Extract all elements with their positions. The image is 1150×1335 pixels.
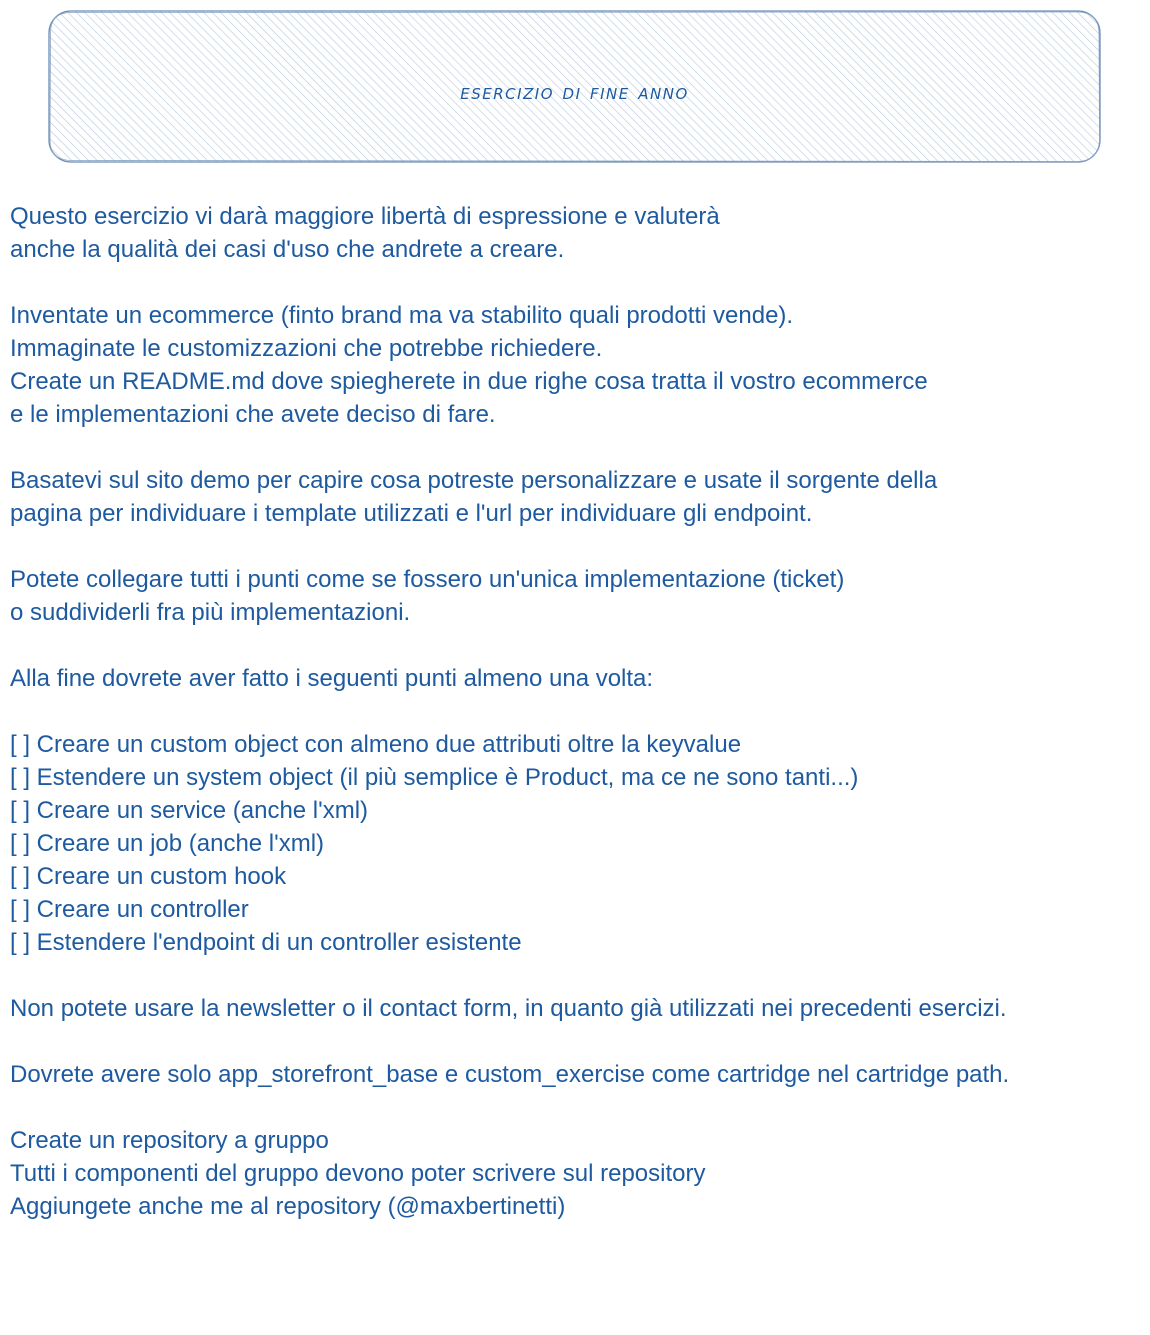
restriction-note: Non potete usare la newsletter o il contact form, in quanto già utilizzati nei precedenti esercizi. — [10, 995, 1007, 1022]
setup-line-2: Immaginate le customizzazioni che potrebbe richiedere. — [10, 335, 603, 362]
linking-line-2: o suddividerli fra più implementazioni. — [10, 599, 411, 626]
intro-line-1: Questo esercizio vi darà maggiore libertà di espressione e valuterà — [10, 203, 720, 230]
repo-line-3: Aggiungete anche me al repository (@maxbertinetti) — [10, 1193, 566, 1220]
checklist-item: [ ] Creare un controller — [10, 896, 249, 923]
checklist-intro: Alla fine dovrete aver fatto i seguenti punti almeno una volta: — [10, 665, 654, 692]
demo-line-1: Basatevi sul sito demo per capire cosa potreste personalizzare e usate il sorgente della — [10, 467, 938, 494]
repo-line-1: Create un repository a gruppo — [10, 1127, 329, 1154]
checklist-item: [ ] Creare un service (anche l'xml) — [10, 797, 369, 824]
checklist-item: [ ] Estendere un system object (il più semplice è Product, ma ce ne sono tanti...) — [10, 764, 859, 791]
title-box — [48, 10, 1101, 163]
checklist-item: [ ] Creare un custom hook — [10, 863, 287, 890]
demo-line-2: pagina per individuare i template utilizzati e l'url per individuare gli endpoint. — [10, 500, 813, 527]
setup-line-1: Inventate un ecommerce (finto brand ma va stabilito quali prodotti vende). — [10, 302, 794, 329]
intro-line-2: anche la qualità dei casi d'uso che andrete a creare. — [10, 236, 565, 263]
checklist-item: [ ] Creare un job (anche l'xml) — [10, 830, 325, 857]
exercise-description — [10, 200, 1150, 1223]
repo-line-2: Tutti i componenti del gruppo devono poter scrivere sul repository — [10, 1160, 706, 1187]
setup-line-3: Create un README.md dove spiegherete in due righe cosa tratta il vostro ecommerce — [10, 368, 928, 395]
linking-line-1: Potete collegare tutti i punti come se fossero un'unica implementazione (ticket) — [10, 566, 845, 593]
setup-line-4: e le implementazioni che avete deciso di fare. — [10, 401, 496, 428]
checklist-item: [ ] Creare un custom object con almeno due attributi oltre la keyvalue — [10, 731, 742, 758]
page-title: esercizio di fine anno — [460, 80, 689, 105]
cartridge-note: Dovrete avere solo app_storefront_base e custom_exercise come cartridge nel cartridge path. — [10, 1061, 1010, 1088]
checklist-item: [ ] Estendere l'endpoint di un controller esistente — [10, 929, 522, 956]
